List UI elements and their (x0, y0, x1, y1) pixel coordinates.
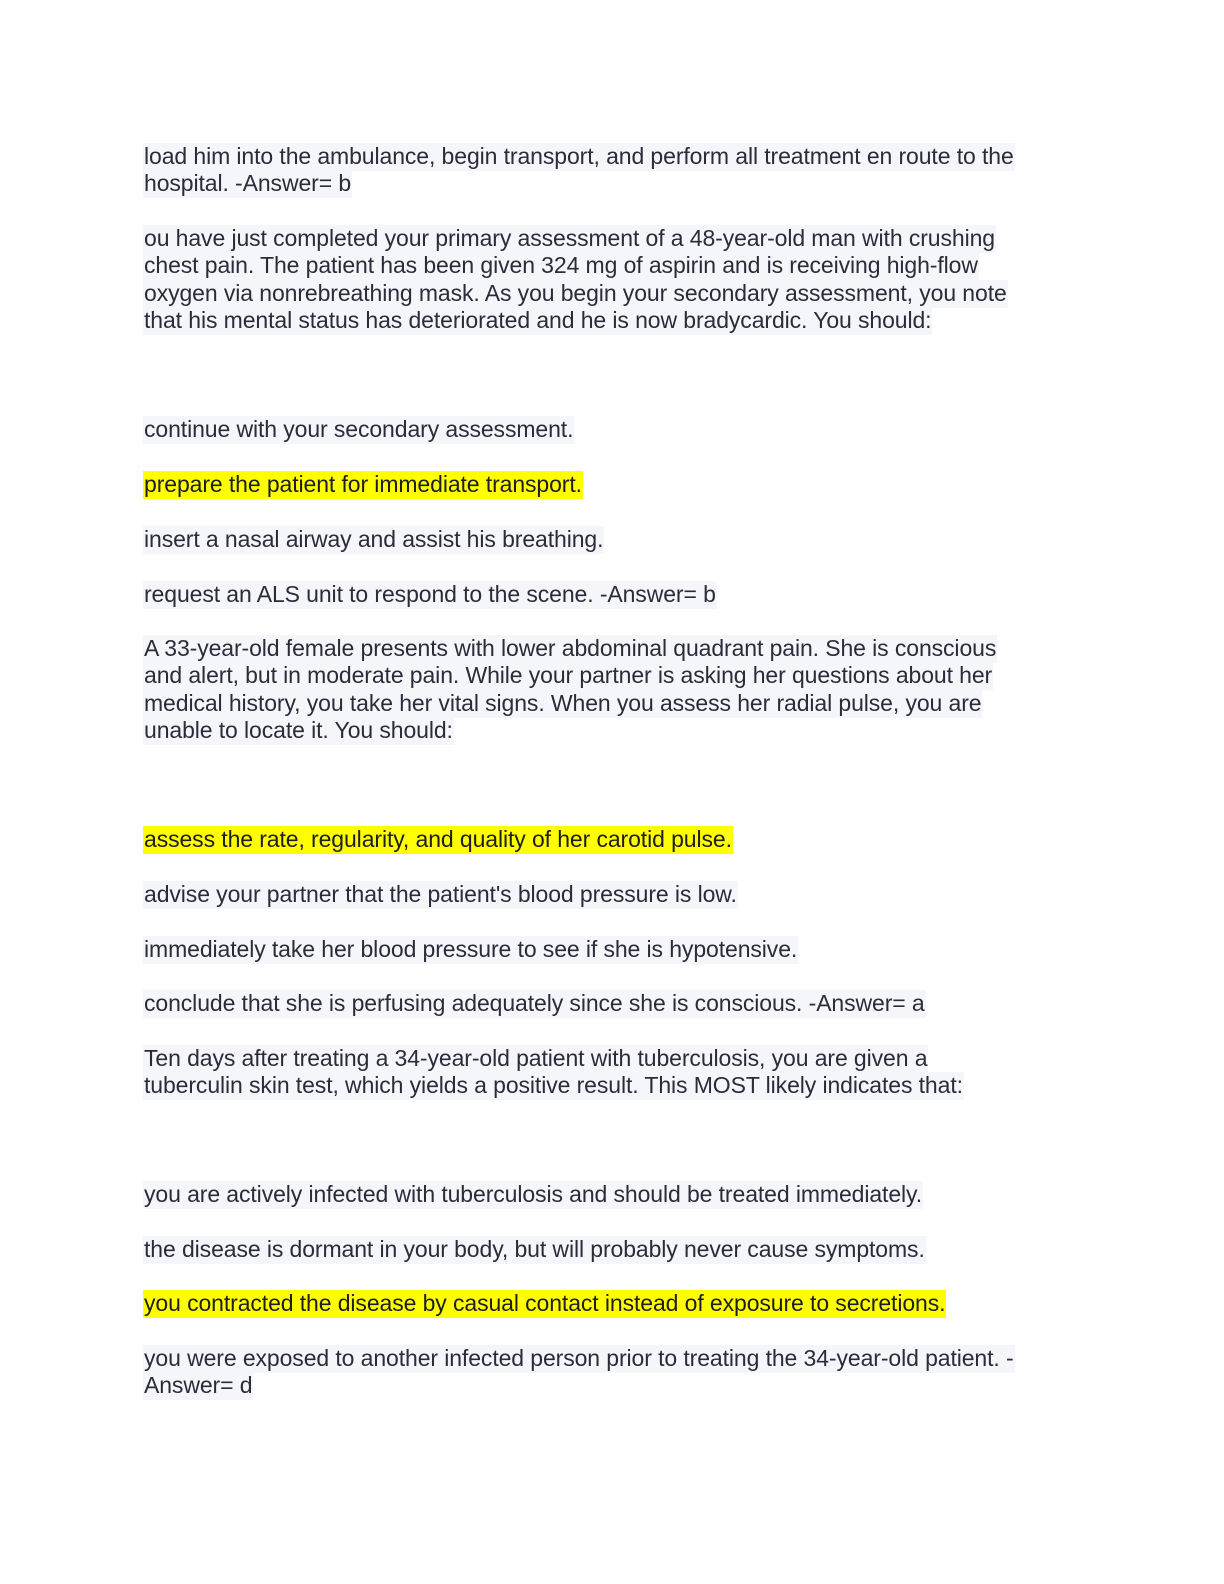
answer-option: conclude that she is perfusing adequately since she is conscious. -Answer= a (144, 990, 925, 1016)
answer-option: request an ALS unit to respond to the scene. -Answer= b (144, 581, 716, 607)
answer-option-highlighted: assess the rate, regularity, and quality of her carotid pulse. (144, 826, 732, 852)
answer-option: you are actively infected with tuberculosis and should be treated immediately. (144, 1181, 923, 1207)
answer-option: advise your partner that the patient's blood pressure is low. (144, 881, 737, 907)
answer-option: immediately take her blood pressure to see if she is hypotensive. (144, 936, 798, 962)
answer-option: continue with your secondary assessment. (144, 416, 574, 442)
answer-option-highlighted: you contracted the disease by casual contact instead of exposure to secretions. (144, 1290, 946, 1316)
answer-option-highlighted: prepare the patient for immediate transport. (144, 471, 582, 497)
question-text: tuberculin skin test, which yields a positive result. This MOST likely indicates that: (144, 1072, 963, 1098)
question-text: Ten days after treating a 34-year-old patient with tuberculosis, you are given a (144, 1045, 928, 1071)
answer-option: Answer= d (144, 1372, 253, 1398)
question-text: that his mental status has deteriorated and he is now bradycardic. You should: (144, 307, 932, 333)
question-text: medical history, you take her vital signs. When you assess her radial pulse, you are (144, 690, 982, 716)
question-text: unable to locate it. You should: (144, 717, 453, 743)
answer-option: the disease is dormant in your body, but will probably never cause symptoms. (144, 1236, 925, 1262)
text-line: hospital. -Answer= b (144, 170, 352, 196)
answer-option: you were exposed to another infected person prior to treating the 34-year-old patient. - (144, 1345, 1014, 1371)
question-text: and alert, but in moderate pain. While your partner is asking her questions about her (144, 662, 993, 688)
answer-option: insert a nasal airway and assist his breathing. (144, 526, 604, 552)
text-line: load him into the ambulance, begin transport, and perform all treatment en route to the (144, 143, 1014, 169)
question-text: A 33-year-old female presents with lower abdominal quadrant pain. She is conscious (144, 635, 997, 661)
question-text: ou have just completed your primary assessment of a 48-year-old man with crushing (144, 225, 995, 251)
question-text: oxygen via nonrebreathing mask. As you begin your secondary assessment, you note (144, 280, 1007, 306)
question-text: chest pain. The patient has been given 324 mg of aspirin and is receiving high-flow (144, 252, 978, 278)
